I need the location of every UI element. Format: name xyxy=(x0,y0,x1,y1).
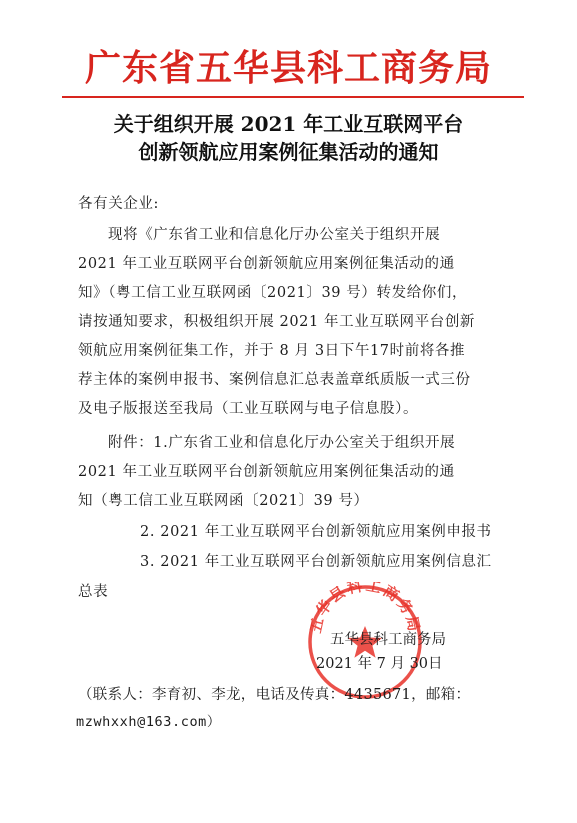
document-title-line-1: 关于组织开展 2021 年工业互联网平台 xyxy=(113,112,464,136)
attachment-line: 2021 年工业互联网平台创新领航应用案例征集活动的通 xyxy=(78,464,455,480)
signature-org: 五华县科工商务局 xyxy=(330,632,446,648)
attachment-line: 总表 xyxy=(78,584,109,600)
salutation: 各有关企业: xyxy=(78,196,159,212)
seal-text: 五华县科工商务局 xyxy=(306,582,424,635)
body-line: 及电子版报送至我局（工业互联网与电子信息股）。 xyxy=(78,401,419,417)
body-line: 请按通知要求，积极组织开展 2021 年工业互联网平台创新 xyxy=(78,314,476,330)
attachment-line: 知（粤工信工业互联网函〔2021〕39 号） xyxy=(78,493,369,509)
document-title-line-2: 创新领航应用案例征集活动的通知 xyxy=(138,140,439,164)
body-line: 现将《广东省工业和信息化厅办公室关于组织开展 xyxy=(108,227,441,243)
attachment-line: 附件：1.广东省工业和信息化厅办公室关于组织开展 xyxy=(108,435,456,451)
body-line: 知》（粤工信工业互联网函〔2021〕39 号）转发给你们， xyxy=(78,285,468,301)
body-line: 2021 年工业互联网平台创新领航应用案例征集活动的通 xyxy=(78,256,455,272)
signature-date: 2021 年 7 月 30日 xyxy=(316,656,443,672)
attachment-line: 3. 2021 年工业互联网平台创新领航应用案例信息汇 xyxy=(140,554,492,570)
body-line: 荐主体的案例申报书、案例信息汇总表盖章纸质版一式三份 xyxy=(78,372,471,388)
red-header-rule xyxy=(62,96,524,98)
issuing-authority-title: 广东省五华县科工商务局 xyxy=(84,47,492,89)
body-line: 领航应用案例征集工作，并于 8 月 3日下午17时前将各推 xyxy=(78,343,466,359)
contact-line: （联系人：李育初、李龙，电话及传真：4435671，邮箱： xyxy=(78,687,471,703)
contact-email: mzwhxxh@163.com） xyxy=(76,714,222,730)
attachment-line: 2. 2021 年工业互联网平台创新领航应用案例申报书 xyxy=(140,524,492,540)
